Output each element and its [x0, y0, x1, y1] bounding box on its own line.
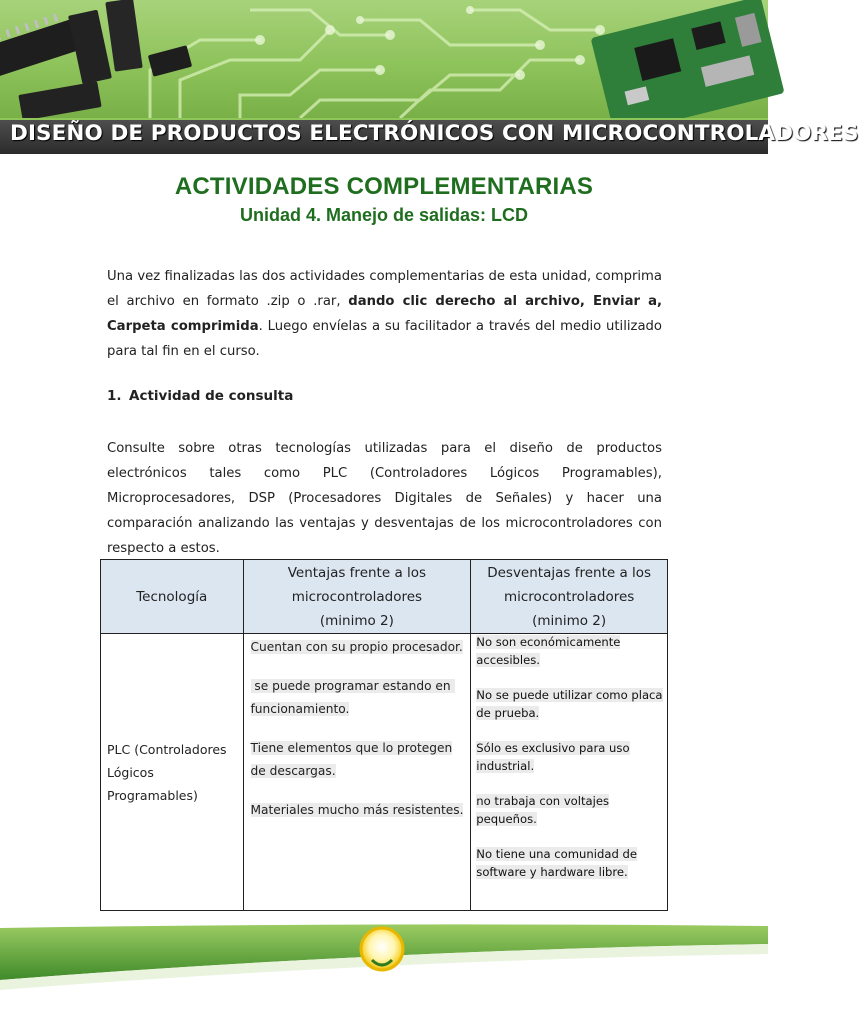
- header-pros-line2: microcontroladores: [291, 588, 423, 605]
- cons-cell: [471, 634, 668, 911]
- microcontroller-chip-icon: [0, 0, 192, 121]
- pros-item-text: se puede programar estando en funcionamiento.: [250, 679, 455, 716]
- pros-item-text: Materiales mucho más resistentes.: [250, 803, 464, 817]
- header-cons: [471, 560, 668, 634]
- section-number: 1.: [107, 388, 122, 404]
- header-pros-line1: Ventajas frente a los: [287, 564, 427, 581]
- tech-line1: PLC (Controladores: [107, 741, 227, 757]
- pros-item-text: Tiene elementos que lo protegen de descargas.: [250, 741, 453, 778]
- cons-item-text: No son económicamente accesibles.: [476, 635, 621, 667]
- cons-item-text: No tiene una comunidad de software y hardware libre.: [476, 847, 637, 879]
- tech-cell: [101, 634, 244, 911]
- pros-item: [251, 737, 465, 783]
- cons-item: [476, 846, 663, 881]
- section-heading: [107, 388, 293, 404]
- pros-item: [251, 675, 465, 721]
- pros-item: [251, 636, 465, 659]
- cons-item-text: Sólo es exclusivo para uso industrial.: [476, 741, 630, 773]
- cons-item-text: no trabaja con voltajes pequeños.: [476, 794, 610, 826]
- header-tech: [101, 560, 244, 634]
- section-body: Consulte sobre otras tecnologías utilizadas para el diseño de productos electrónicos tales como PLC (Controladores Lógicos Programables), Microprocesadores, DSP (Procesadores Digitales de Señales) y hacer una comparación analizando las ventajas y desventajas de los microcontroladores con respecto a estos.: [107, 441, 662, 556]
- intro-text-part2: . Luego envíelas a su facilitador a través del medio utilizado para tal fin en el curso.: [107, 319, 662, 359]
- pros-item: [251, 799, 465, 822]
- header-pros-line3: (minimo 2): [319, 612, 394, 629]
- sun-logo-icon: [361, 928, 403, 970]
- footer-decoration: [0, 920, 768, 1024]
- section-title: Actividad de consulta: [129, 388, 294, 404]
- table-header-row: [101, 560, 668, 634]
- pros-item-text: Cuentan con su propio procesador.: [250, 640, 463, 654]
- course-title: DISEÑO DE PRODUCTOS ELECTRÓNICOS CON MICROCONTROLADORES: [10, 121, 859, 146]
- header-banner: [0, 0, 859, 152]
- intro-text-part1: Una vez finalizadas las dos actividades complementarias de esta unidad, comprima el archivo en formato .zip o .rar,: [107, 269, 662, 309]
- cons-item: [476, 740, 663, 775]
- tech-line2: Lógicos: [107, 764, 154, 780]
- header-pros: [243, 560, 471, 634]
- page-subtitle: Unidad 4. Manejo de salidas: LCD: [239, 205, 529, 225]
- pros-cell: [243, 634, 471, 911]
- cons-item: [476, 687, 663, 722]
- cons-item: [476, 634, 663, 669]
- header-cons-line1: Desventajas frente a los: [487, 564, 652, 581]
- tech-line3: Programables): [107, 787, 198, 803]
- cons-item: [476, 793, 663, 828]
- intro-paragraph: [107, 264, 662, 364]
- circuit-banner-illustration: [0, 0, 768, 120]
- table-row: [101, 634, 668, 911]
- header-tech-label: Tecnología: [136, 588, 208, 605]
- intro-text-bold: dando clic derecho al archivo, Enviar a, Carpeta comprimida: [107, 294, 663, 334]
- header-cons-line2: microcontroladores: [503, 588, 635, 605]
- comparison-table: [100, 559, 668, 911]
- header-cons-line3: (minimo 2): [532, 612, 607, 629]
- circuit-board-icon: [591, 0, 785, 135]
- page-title: ACTIVIDADES COMPLEMENTARIAS: [174, 173, 594, 200]
- cons-item-text: No se puede utilizar como placa de prueba.: [476, 688, 663, 720]
